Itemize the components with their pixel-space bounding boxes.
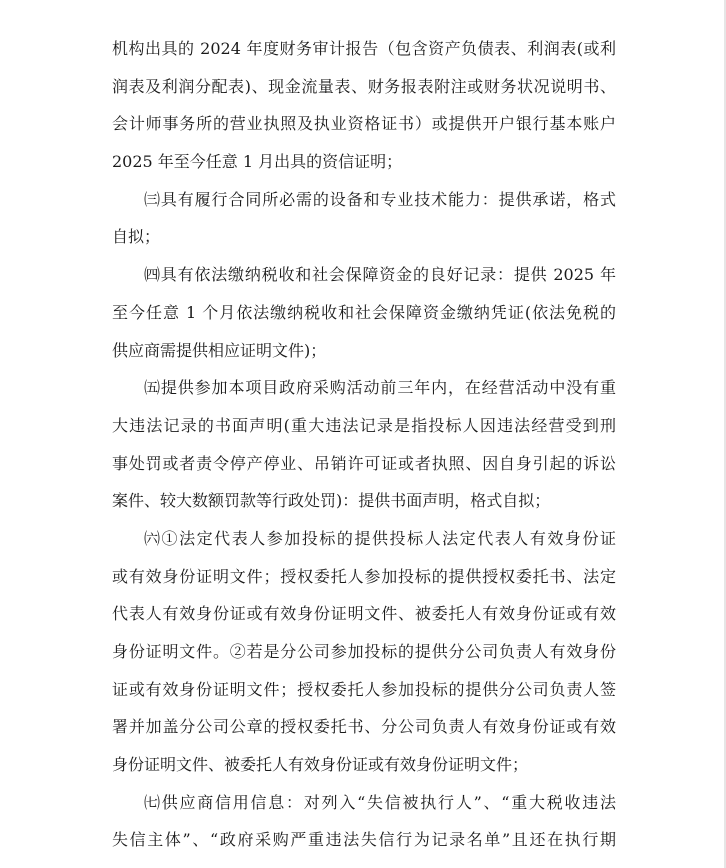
text-line: 会计师事务所的营业执照及执业资格证书）或提供开户银行基本账户 — [112, 114, 616, 134]
text-line: 2025 年至今任意 1 月出具的资信证明； — [112, 152, 403, 172]
document-body — [112, 30, 616, 859]
text-line: 或有效身份证明文件；授权委托人参加投标的提供授权委托书、法定 — [112, 566, 616, 586]
text-line: 代表人有效身份证或有效身份证明文件、被委托人有效身份证或有效 — [112, 604, 616, 624]
text-line: 润表及利润分配表)、现金流量表、财务报表附注或财务状况说明书、 — [112, 76, 616, 96]
text-line: ㈢具有履行合同所必需的设备和专业技术能力：提供承诺，格式 — [144, 189, 616, 209]
text-line: ㈤提供参加本项目政府采购活动前三年内，在经营活动中没有重 — [144, 378, 616, 398]
text-line: 失信主体”、“政府采购严重违法失信行为记录名单”且还在执行期 — [112, 830, 616, 850]
text-line: ㈥①法定代表人参加投标的提供投标人法定代表人有效身份证 — [144, 528, 616, 548]
text-line: 自拟； — [112, 227, 161, 247]
text-line: 身份证明文件。②若是分公司参加投标的提供分公司负责人有效身份 — [112, 642, 616, 661]
text-line: 署并加盖分公司公章的授权委托书、分公司负责人有效身份证或有效 — [112, 717, 616, 737]
text-line: ㈦供应商信用信息：对列入“失信被执行人”、“重大税收违法 — [144, 792, 616, 812]
text-line: 大违法记录的书面声明(重大违法记录是指投标人因违法经营受到刑 — [112, 415, 616, 435]
text-line: 案件、较大数额罚款等行政处罚)：提供书面声明，格式自拟； — [112, 491, 551, 511]
text-line: 机构出具的 2024 年度财务审计报告（包含资产负债表、利润表(或利 — [112, 39, 616, 58]
text-line: ㈣具有依法缴纳税收和社会保障资金的良好记录：提供 2025 年 — [144, 265, 616, 285]
text-line: 供应商需提供相应证明文件)； — [112, 340, 327, 360]
text-line: 事处罚或者责令停产停业、吊销许可证或者执照、因自身引起的诉讼 — [112, 453, 616, 473]
text-line: 身份证明文件、被委托人有效身份证或有效身份证明文件； — [112, 755, 529, 775]
text-line: 证或有效身份证明文件；授权委托人参加投标的提供分公司负责人签 — [112, 679, 616, 699]
text-line: 至今任意 1 个月依法缴纳税收和社会保障资金缴纳凭证(依法免税的 — [112, 302, 616, 322]
